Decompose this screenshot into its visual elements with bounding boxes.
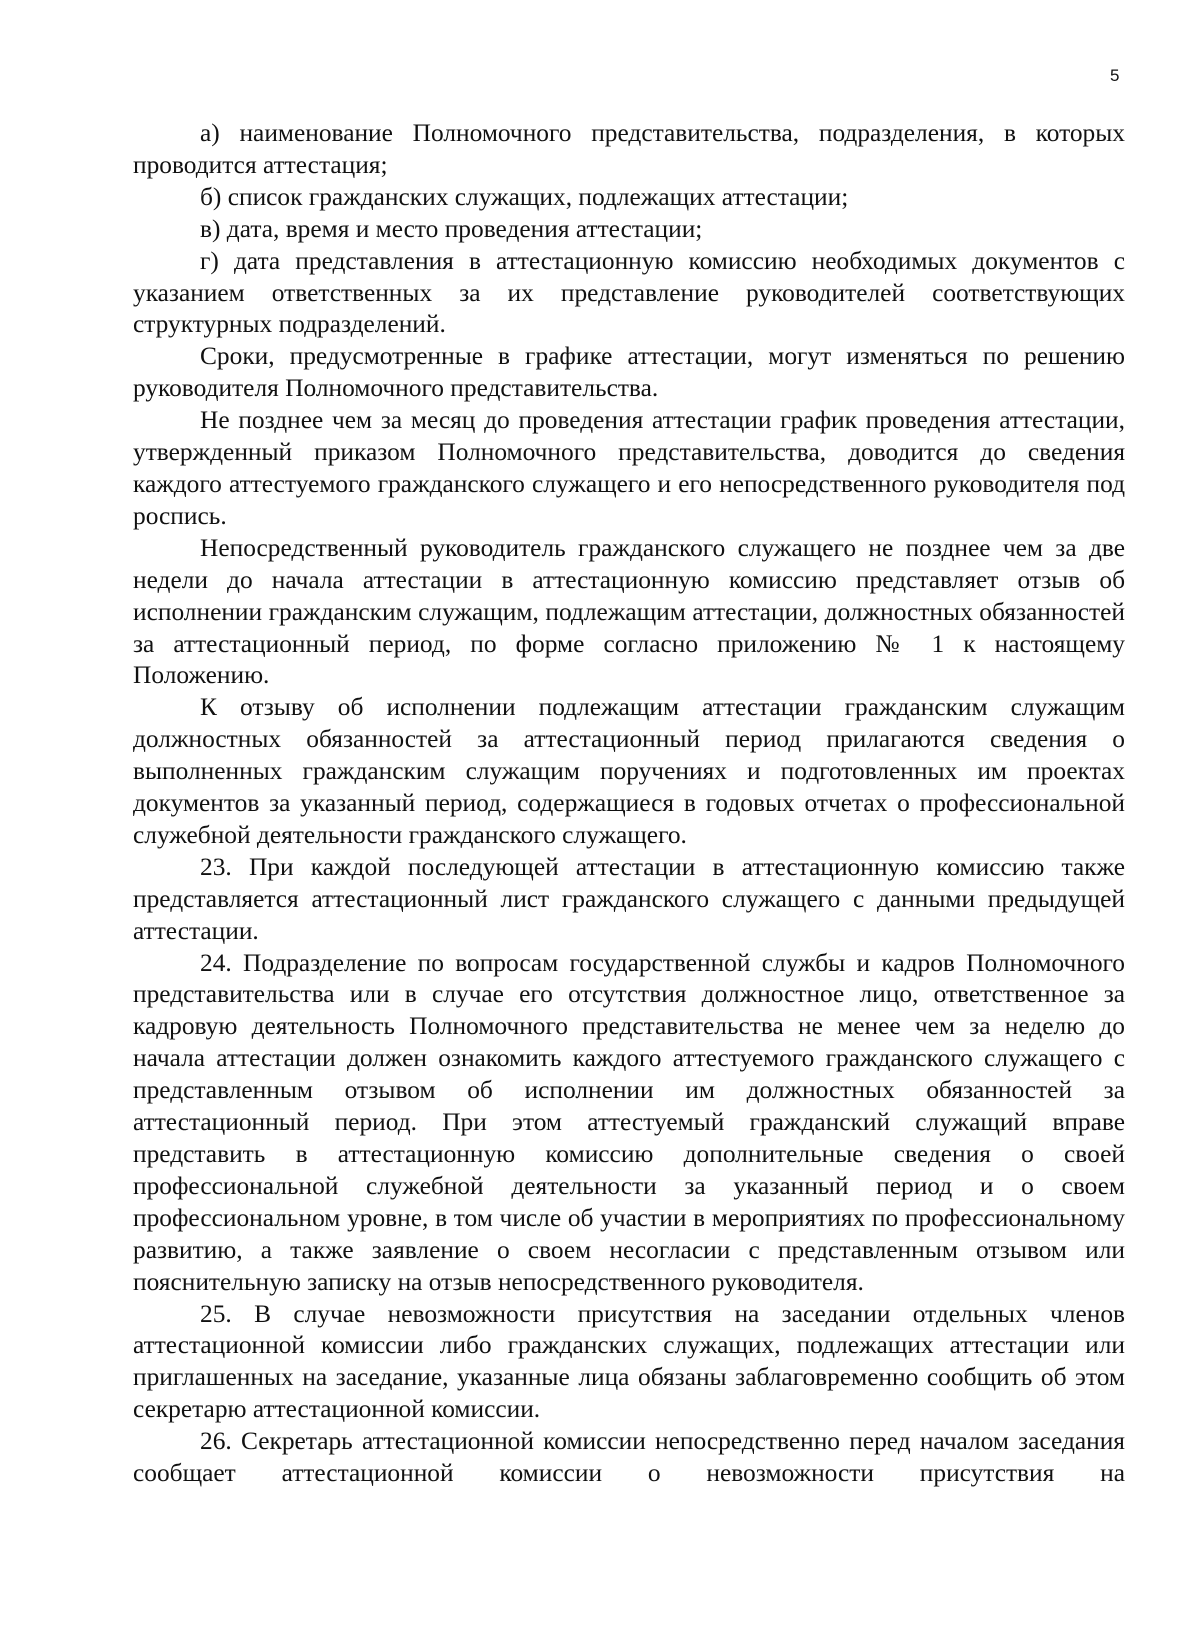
page-number: 5 [1110,66,1120,85]
paragraph-review-attachments: К отзыву об исполнении подлежащим аттестации гражданским служащим должностных обязанностей за аттестационный период прилагаются сведения о выполненных гражданским служащим поручениях и подготовленных им проектах документов за указанный период, содержащиеся в годовых отчетах о профессиональной служебной деятельности гражданского служащего. [133,693,1125,849]
paragraph-schedule-item-b: б) список гражданских служащих, подлежащих аттестации; [200,182,849,211]
paragraph-supervisor-review: Непосредственный руководитель гражданского служащего не позднее чем за две недели до начала аттестации в аттестационную комиссию представляет отзыв об исполнении гражданским служащим, подлежащим аттестации, должностных обязанностей за аттестационный период, по форме согласно приложению № 1 к настоящему Положению. [133,533,1125,690]
paragraph-schedule-deadlines: Сроки, предусмотренные в графике аттестации, могут изменяться по решению руководителя Полномочного представительства. [133,342,1125,403]
paragraph-clause-26: 26. Секретарь аттестационной комиссии непосредственно перед началом заседания сообщает аттестационной комиссии о невозможности присутствия на [133,1427,1125,1488]
paragraph-clause-23: 23. При каждой последующей аттестации в аттестационную комиссию также представляется аттестационный лист гражданского служащего с данными предыдущей аттестации. [133,852,1125,945]
document-body [133,118,1125,1490]
paragraph-clause-25: 25. В случае невозможности присутствия на заседании отдельных членов аттестационной комиссии либо гражданских служащих, подлежащих аттестации или приглашенных на заседание, указанные лица обязаны заблаговременно сообщить об этом секретарю аттестационной комиссии. [133,1299,1125,1424]
paragraph-schedule-notice: Не позднее чем за месяц до проведения аттестации график проведения аттестации, утвержденный приказом Полномочного представительства, доводится до сведения каждого аттестуемого гражданского служащего и его непосредственного руководителя под роспись. [133,406,1125,530]
paragraph-schedule-item-v: в) дата, время и место проведения аттестации; [200,214,703,243]
paragraph-clause-24: 24. Подразделение по вопросам государственной службы и кадров Полномочного представительства или в случае его отсутствия должностное лицо, ответственное за кадровую деятельность Полномочного представительства не менее чем за неделю до начала аттестации должен ознакомить каждого аттестуемого гражданского служащего с представленным отзывом об исполнении им должностных обязанностей за аттестационный период. При этом аттестуемый гражданский служащий вправе представить в аттестационную комиссию дополнительные сведения о своей профессиональной служебной деятельности за указанный период и о своем профессиональном уровне, в том числе об участии в мероприятиях по профессиональному развитию, а также заявление о своем несогласии с представленным отзывом или пояснительную записку на отзыв непосредственного руководителя. [133,948,1125,1296]
paragraph-schedule-item-a: а) наименование Полномочного представительства, подразделения, в которых проводится аттестация; [133,119,1125,179]
paragraph-schedule-item-g: г) дата представления в аттестационную комиссию необходимых документов с указанием ответственных за их представление руководителей соответствующих структурных подразделений. [133,246,1125,339]
